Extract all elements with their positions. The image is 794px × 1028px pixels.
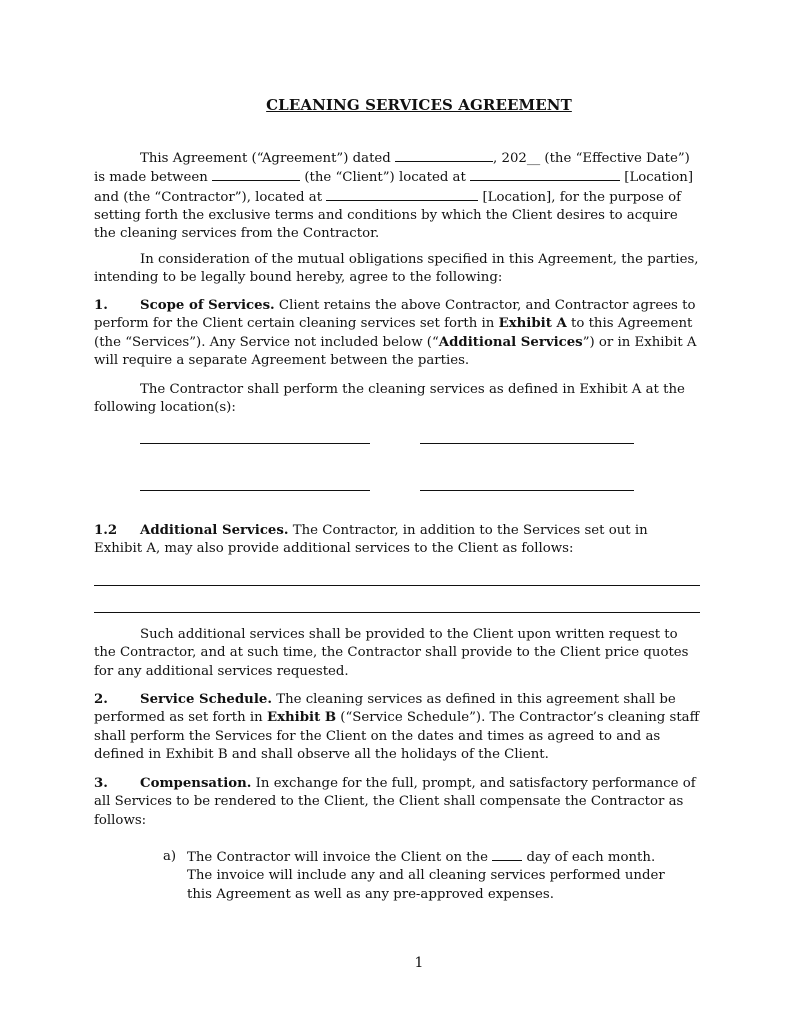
consideration-paragraph — [94, 251, 700, 288]
invoice-day-blank[interactable] — [492, 848, 522, 861]
additional-services-text: Such additional services shall be provided to the Client upon written request to the Contractor, and at such time, the Contractor shall provide to the Client price quotes for any additional services requested. — [94, 627, 689, 679]
intro-text-2: , 202__ (the “Effective Date”) is made between — [94, 151, 690, 186]
section-2-text-1: The cleaning services as defined in this agreement shall be performed as set forth in — [94, 692, 676, 726]
section-2-heading: Service Schedule. — [140, 692, 272, 707]
section-1-heading: Scope of Services. — [140, 298, 275, 313]
section-2-paragraph — [94, 691, 700, 764]
intro-text-5: [Location], for the purpose of setting forth the exclusive terms and conditions by which the Client desires to acquire the cleaning services from the Contractor. — [94, 189, 682, 242]
section-1-text-3: ”) or in Exhibit A will require a separate Agreement between the parties. — [94, 334, 697, 368]
section-1-paragraph — [94, 297, 700, 370]
section-1-2-heading: Additional Services. — [140, 523, 289, 538]
section-1-text-1: Client retains the above Contractor, and Contractor agrees to perform for the Client certain cleaning services set forth in — [94, 298, 696, 332]
effective-date-blank[interactable] — [395, 149, 493, 162]
section-1-2-text: The Contractor, in addition to the Services set out in Exhibit A, may also provide additional services to the Client as follows: — [94, 523, 648, 557]
location-line-4[interactable] — [420, 490, 634, 491]
document-title: CLEANING SERVICES AGREEMENT — [266, 96, 572, 114]
exhibit-a-ref: Exhibit A — [498, 316, 567, 332]
additional-services-line-1[interactable] — [94, 585, 700, 586]
section-3-paragraph — [94, 775, 700, 830]
compensation-item-a — [163, 848, 683, 904]
intro-paragraph — [94, 149, 700, 243]
client-name-blank[interactable] — [212, 168, 300, 181]
exhibit-b-ref: Exhibit B — [266, 710, 337, 726]
item-a-body — [187, 848, 683, 904]
consideration-text: In consideration of the mutual obligations specified in this Agreement, the parties, intending to be legally bound hereby, agree to the following: — [94, 252, 699, 286]
location-line-2[interactable] — [420, 443, 634, 444]
section-1-2-paragraph — [94, 522, 700, 559]
item-a-text-1: The Contractor will invoice the Client on the — [187, 850, 493, 865]
section-1-text-2: to this Agreement (the “Services”). Any Service not included below (“ — [94, 316, 693, 350]
location-text: The Contractor shall perform the cleaning services as defined in Exhibit A at the following location(s): — [94, 382, 685, 416]
contractor-location-blank[interactable] — [326, 188, 478, 201]
additional-services-paragraph — [94, 626, 700, 681]
section-2-text-2: (“Service Schedule”). The Contractor’s cleaning staff shall perform the Services for the Client on the dates and times as agreed to and as defined in Exhibit B and shall observe all the holidays of the Client. — [94, 710, 700, 762]
intro-text-3: (the “Client”) located at — [300, 170, 471, 186]
additional-services-term: Additional Services — [438, 334, 583, 350]
client-location-blank[interactable] — [470, 168, 620, 181]
location-paragraph — [94, 381, 700, 418]
location-line-1[interactable] — [140, 443, 370, 444]
page-number: 1 — [414, 955, 424, 971]
section-3-text: In exchange for the full, prompt, and satisfactory performance of all Services to be rendered to the Client, the Client shall compensate the Contractor as follows: — [94, 776, 696, 828]
additional-services-line-2[interactable] — [94, 612, 700, 613]
item-a-marker: a) — [163, 849, 177, 864]
section-2-number: 2. — [94, 692, 108, 707]
location-line-3[interactable] — [140, 490, 370, 491]
section-1-2-number: 1.2 — [94, 523, 118, 538]
section-3-number: 3. — [94, 776, 108, 791]
section-3-heading: Compensation. — [140, 776, 252, 791]
intro-text-4: [Location] and (the “Contractor”), located at — [94, 170, 694, 205]
intro-text-1: This Agreement (“Agreement”) dated — [140, 151, 396, 166]
item-a-text-2: day of each month. The invoice will include any and all cleaning services performed under this Agreement as well as any pre-approved expenses. — [187, 850, 665, 902]
section-1-number: 1. — [94, 298, 108, 313]
